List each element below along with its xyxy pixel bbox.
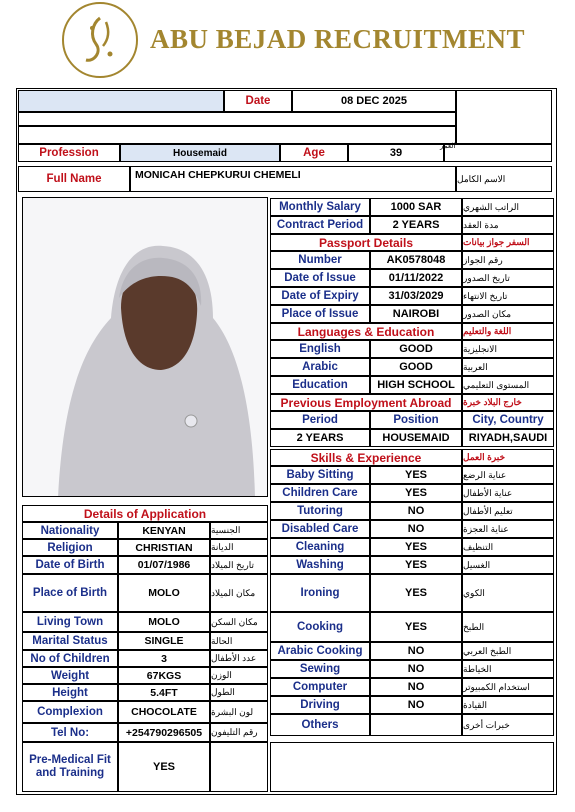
application-value-3: MOLO bbox=[118, 574, 210, 612]
skill-label-8: Arabic Cooking bbox=[270, 642, 370, 660]
skill-value-2: NO bbox=[370, 502, 462, 520]
skill-value-8: NO bbox=[370, 642, 462, 660]
application-value-6: 3 bbox=[118, 650, 210, 667]
skill-ar-10: استخدام الكمبيوتر bbox=[462, 678, 554, 696]
language-value-2: HIGH SCHOOL bbox=[370, 376, 462, 394]
skill-ar-12: خبرات أخرى bbox=[462, 714, 554, 736]
employment-header-0: Period bbox=[270, 411, 370, 429]
medical-aux bbox=[210, 742, 268, 792]
employment-cell-0: 2 YEARS bbox=[270, 429, 370, 447]
salary-ar-1: مدة العقد bbox=[462, 216, 554, 234]
skill-ar-0: عناية الرضع bbox=[462, 466, 554, 484]
language-ar-1: العربية bbox=[462, 358, 554, 376]
passport-title-ar: السفر جواز بيانات bbox=[462, 234, 554, 251]
language-ar-2: المستوى التعليمي bbox=[462, 376, 554, 394]
age-value: 39 bbox=[348, 144, 444, 162]
skill-ar-5: الغسيل bbox=[462, 556, 554, 574]
skill-label-5: Washing bbox=[270, 556, 370, 574]
passport-value-3: NAIROBI bbox=[370, 305, 462, 323]
skill-ar-6: الكوي bbox=[462, 574, 554, 612]
salary-label-0: Monthly Salary bbox=[270, 198, 370, 216]
age-aux bbox=[444, 144, 552, 162]
profession-label: Profession bbox=[18, 144, 120, 162]
skill-label-7: Cooking bbox=[270, 612, 370, 642]
application-ar-2: تاريخ الميلاد bbox=[210, 556, 268, 574]
application-ar-10: رقم التليفون bbox=[210, 723, 268, 742]
skill-label-9: Sewing bbox=[270, 660, 370, 678]
skill-label-12: Others bbox=[270, 714, 370, 736]
skill-ar-1: عناية الأطفال bbox=[462, 484, 554, 502]
application-ar-5: الحالة bbox=[210, 632, 268, 650]
date-spacer bbox=[18, 90, 224, 112]
application-value-2: 01/07/1986 bbox=[118, 556, 210, 574]
application-value-10: +254790296505 bbox=[118, 723, 210, 742]
application-value-8: 5.4FT bbox=[118, 684, 210, 701]
application-value-5: SINGLE bbox=[118, 632, 210, 650]
passport-ar-3: مكان الصدور bbox=[462, 305, 554, 323]
application-value-7: 67KGS bbox=[118, 667, 210, 684]
skill-value-9: NO bbox=[370, 660, 462, 678]
skill-label-0: Baby Sitting bbox=[270, 466, 370, 484]
fullname-label: Full Name bbox=[18, 166, 130, 192]
skill-label-6: Ironing bbox=[270, 574, 370, 612]
skill-label-11: Driving bbox=[270, 696, 370, 714]
profession-value: Housemaid bbox=[120, 144, 280, 162]
language-ar-0: الانجليزية bbox=[462, 340, 554, 358]
skill-value-0: YES bbox=[370, 466, 462, 484]
salary-value-1: 2 YEARS bbox=[370, 216, 462, 234]
application-ar-7: الوزن bbox=[210, 667, 268, 684]
language-label-0: English bbox=[270, 340, 370, 358]
application-ar-1: الديانة bbox=[210, 539, 268, 556]
calligraphy-logo-icon bbox=[70, 10, 130, 70]
application-ar-4: مكان السكن bbox=[210, 612, 268, 632]
skill-value-5: YES bbox=[370, 556, 462, 574]
skill-ar-2: تعليم الأطفال bbox=[462, 502, 554, 520]
medical-value: YES bbox=[118, 742, 210, 792]
application-value-9: CHOCOLATE bbox=[118, 701, 210, 723]
skill-ar-7: الطبخ bbox=[462, 612, 554, 642]
skill-ar-4: التنظيف bbox=[462, 538, 554, 556]
salary-ar-0: الراتب الشهري bbox=[462, 198, 554, 216]
application-label-5: Marital Status bbox=[22, 632, 118, 650]
application-label-1: Religion bbox=[22, 539, 118, 556]
fullname-value: MONICAH CHEPKURUI CHEMELI bbox=[130, 166, 456, 192]
salary-label-1: Contract Period bbox=[270, 216, 370, 234]
skill-label-10: Computer bbox=[270, 678, 370, 696]
date-label: Date bbox=[224, 90, 292, 112]
employment-title: Previous Employment Abroad bbox=[270, 394, 462, 411]
passport-value-2: 31/03/2029 bbox=[370, 287, 462, 305]
skill-ar-11: القيادة bbox=[462, 696, 554, 714]
skill-value-1: YES bbox=[370, 484, 462, 502]
application-label-7: Weight bbox=[22, 667, 118, 684]
age-label: Age bbox=[280, 144, 348, 162]
passport-value-0: AK0578048 bbox=[370, 251, 462, 269]
application-label-2: Date of Birth bbox=[22, 556, 118, 574]
application-ar-8: الطول bbox=[210, 684, 268, 701]
passport-ar-0: رقم الجواز bbox=[462, 251, 554, 269]
passport-label-0: Number bbox=[270, 251, 370, 269]
company-name: ABU BEJAD RECRUITMENT bbox=[150, 24, 526, 54]
employment-header-2: City, Country bbox=[462, 411, 554, 429]
skills-title-ar: خبرة العمل bbox=[462, 449, 554, 466]
application-label-8: Height bbox=[22, 684, 118, 701]
skill-label-3: Disabled Care bbox=[270, 520, 370, 538]
application-label-6: No of Children bbox=[22, 650, 118, 667]
application-ar-9: لون البشرة bbox=[210, 701, 268, 723]
skill-ar-8: الطبخ العربي bbox=[462, 642, 554, 660]
logo-emblem bbox=[62, 2, 138, 78]
passport-label-1: Date of Issue bbox=[270, 269, 370, 287]
medical-label: Pre-Medical Fit and Training bbox=[22, 742, 118, 792]
application-ar-6: عدد الأطفال bbox=[210, 650, 268, 667]
employment-title-ar: خارج البلاد خبرة bbox=[462, 394, 554, 411]
skill-ar-3: عناية العجزة bbox=[462, 520, 554, 538]
application-label-10: Tel No: bbox=[22, 723, 118, 742]
skill-value-3: NO bbox=[370, 520, 462, 538]
date-value: 08 DEC 2025 bbox=[292, 90, 456, 112]
application-value-4: MOLO bbox=[118, 612, 210, 632]
blank-row-1 bbox=[18, 112, 456, 126]
date-aux bbox=[456, 90, 552, 144]
passport-label-2: Date of Expiry bbox=[270, 287, 370, 305]
employment-cell-2: RIYADH,SAUDI bbox=[462, 429, 554, 447]
application-value-1: CHRISTIAN bbox=[118, 539, 210, 556]
blank-row-2 bbox=[18, 126, 456, 144]
passport-label-3: Place of Issue bbox=[270, 305, 370, 323]
passport-ar-1: تاريخ الصدور bbox=[462, 269, 554, 287]
application-ar-3: مكان الميلاد bbox=[210, 574, 268, 612]
skill-value-12 bbox=[370, 714, 462, 736]
age-ar: العمر bbox=[440, 143, 456, 150]
language-value-1: GOOD bbox=[370, 358, 462, 376]
application-ar-0: الجنسية bbox=[210, 522, 268, 539]
application-title: Details of Application bbox=[22, 505, 268, 522]
skill-value-6: YES bbox=[370, 574, 462, 612]
skill-value-10: NO bbox=[370, 678, 462, 696]
candidate-photo bbox=[22, 197, 268, 497]
skill-label-1: Children Care bbox=[270, 484, 370, 502]
skill-value-7: YES bbox=[370, 612, 462, 642]
skills-title: Skills & Experience bbox=[270, 449, 462, 466]
application-label-9: Complexion bbox=[22, 701, 118, 723]
application-label-4: Living Town bbox=[22, 612, 118, 632]
employment-header-1: Position bbox=[370, 411, 462, 429]
application-label-0: Nationality bbox=[22, 522, 118, 539]
fullname-ar: الاسم الكامل bbox=[456, 166, 552, 192]
skill-value-4: YES bbox=[370, 538, 462, 556]
passport-value-1: 01/11/2022 bbox=[370, 269, 462, 287]
employment-cell-1: HOUSEMAID bbox=[370, 429, 462, 447]
language-label-1: Arabic bbox=[270, 358, 370, 376]
languages-title: Languages & Education bbox=[270, 323, 462, 340]
language-label-2: Education bbox=[270, 376, 370, 394]
skill-label-2: Tutoring bbox=[270, 502, 370, 520]
skill-ar-9: الخياطة bbox=[462, 660, 554, 678]
salary-value-0: 1000 SAR bbox=[370, 198, 462, 216]
skill-value-11: NO bbox=[370, 696, 462, 714]
application-value-0: KENYAN bbox=[118, 522, 210, 539]
language-value-0: GOOD bbox=[370, 340, 462, 358]
application-label-3: Place of Birth bbox=[22, 574, 118, 612]
languages-title-ar: اللغة والتعليم bbox=[462, 323, 554, 340]
passport-ar-2: تاريخ الانتهاء bbox=[462, 287, 554, 305]
right-footer-blank bbox=[270, 742, 554, 792]
passport-title: Passport Details bbox=[270, 234, 462, 251]
skill-label-4: Cleaning bbox=[270, 538, 370, 556]
